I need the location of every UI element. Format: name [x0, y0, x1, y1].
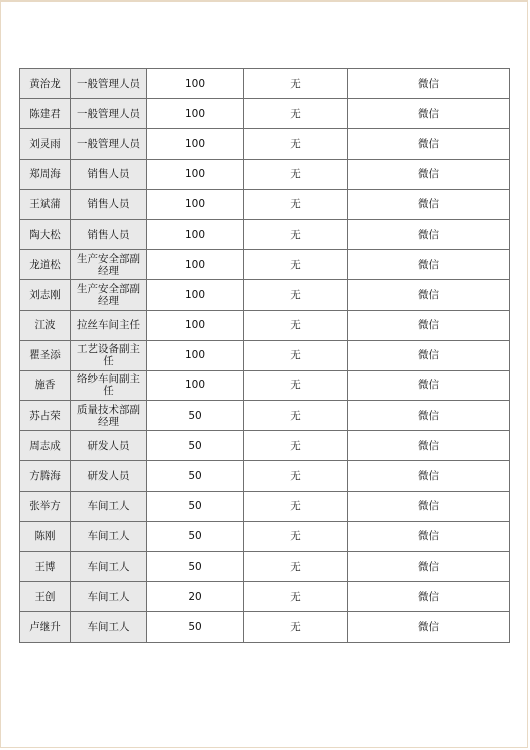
- name-cell: 瞿圣添: [20, 340, 71, 370]
- option-cell: 无: [244, 99, 348, 129]
- role-cell: 质量技术部副经理: [71, 401, 147, 431]
- role-cell: 络纱车间副主任: [71, 370, 147, 400]
- data-table: [19, 68, 510, 643]
- table-row: [20, 370, 510, 400]
- table-row: [20, 401, 510, 431]
- amount-cell: 100: [147, 189, 244, 219]
- name-cell: 刘志刚: [20, 280, 71, 310]
- role-cell: 车间工人: [71, 552, 147, 582]
- payment-cell: 微信: [348, 370, 510, 400]
- option-cell: 无: [244, 521, 348, 551]
- table-body: [20, 69, 510, 643]
- name-cell: 王斌蒲: [20, 189, 71, 219]
- payment-cell: 微信: [348, 521, 510, 551]
- table-row: [20, 219, 510, 249]
- table-row: [20, 521, 510, 551]
- option-cell: 无: [244, 370, 348, 400]
- name-cell: 刘灵雨: [20, 129, 71, 159]
- role-cell: 生产安全部副经理: [71, 250, 147, 280]
- table-row: [20, 129, 510, 159]
- table-row: [20, 310, 510, 340]
- role-cell: 销售人员: [71, 189, 147, 219]
- amount-cell: 50: [147, 401, 244, 431]
- payment-cell: 微信: [348, 250, 510, 280]
- table-row: [20, 99, 510, 129]
- amount-cell: 100: [147, 219, 244, 249]
- payment-cell: 微信: [348, 280, 510, 310]
- payment-cell: 微信: [348, 431, 510, 461]
- table-row: [20, 69, 510, 99]
- option-cell: 无: [244, 461, 348, 491]
- amount-cell: 100: [147, 370, 244, 400]
- role-cell: 工艺设备副主任: [71, 340, 147, 370]
- table-row: [20, 461, 510, 491]
- name-cell: 陈建君: [20, 99, 71, 129]
- role-cell: 研发人员: [71, 431, 147, 461]
- payment-cell: 微信: [348, 129, 510, 159]
- table-row: [20, 612, 510, 642]
- name-cell: 王博: [20, 552, 71, 582]
- option-cell: 无: [244, 129, 348, 159]
- name-cell: 黄治龙: [20, 69, 71, 99]
- name-cell: 龙道松: [20, 250, 71, 280]
- table-row: [20, 491, 510, 521]
- option-cell: 无: [244, 582, 348, 612]
- name-cell: 方腾海: [20, 461, 71, 491]
- option-cell: 无: [244, 431, 348, 461]
- payment-cell: 微信: [348, 99, 510, 129]
- option-cell: 无: [244, 189, 348, 219]
- option-cell: 无: [244, 552, 348, 582]
- payment-cell: 微信: [348, 340, 510, 370]
- amount-cell: 100: [147, 129, 244, 159]
- amount-cell: 50: [147, 431, 244, 461]
- role-cell: 车间工人: [71, 491, 147, 521]
- amount-cell: 100: [147, 69, 244, 99]
- amount-cell: 50: [147, 521, 244, 551]
- payment-cell: 微信: [348, 189, 510, 219]
- role-cell: 拉丝车间主任: [71, 310, 147, 340]
- payment-cell: 微信: [348, 219, 510, 249]
- role-cell: 一般管理人员: [71, 129, 147, 159]
- name-cell: 陶大松: [20, 219, 71, 249]
- role-cell: 生产安全部副经理: [71, 280, 147, 310]
- amount-cell: 100: [147, 99, 244, 129]
- role-cell: 车间工人: [71, 582, 147, 612]
- table-row: [20, 159, 510, 189]
- role-cell: 一般管理人员: [71, 99, 147, 129]
- amount-cell: 100: [147, 250, 244, 280]
- payment-cell: 微信: [348, 552, 510, 582]
- name-cell: 张举方: [20, 491, 71, 521]
- role-cell: 一般管理人员: [71, 69, 147, 99]
- table-row: [20, 280, 510, 310]
- name-cell: 陈刚: [20, 521, 71, 551]
- payment-cell: 微信: [348, 69, 510, 99]
- option-cell: 无: [244, 250, 348, 280]
- name-cell: 卢继升: [20, 612, 71, 642]
- amount-cell: 20: [147, 582, 244, 612]
- table-row: [20, 340, 510, 370]
- amount-cell: 50: [147, 461, 244, 491]
- table-row: [20, 552, 510, 582]
- role-cell: 车间工人: [71, 612, 147, 642]
- payment-cell: 微信: [348, 310, 510, 340]
- option-cell: 无: [244, 280, 348, 310]
- name-cell: 王创: [20, 582, 71, 612]
- option-cell: 无: [244, 401, 348, 431]
- amount-cell: 50: [147, 491, 244, 521]
- name-cell: 江波: [20, 310, 71, 340]
- role-cell: 研发人员: [71, 461, 147, 491]
- payment-cell: 微信: [348, 491, 510, 521]
- table-row: [20, 189, 510, 219]
- amount-cell: 100: [147, 280, 244, 310]
- role-cell: 销售人员: [71, 219, 147, 249]
- payment-cell: 微信: [348, 612, 510, 642]
- name-cell: 周志成: [20, 431, 71, 461]
- payment-cell: 微信: [348, 582, 510, 612]
- amount-cell: 100: [147, 310, 244, 340]
- amount-cell: 100: [147, 159, 244, 189]
- option-cell: 无: [244, 219, 348, 249]
- amount-cell: 50: [147, 552, 244, 582]
- option-cell: 无: [244, 340, 348, 370]
- option-cell: 无: [244, 491, 348, 521]
- role-cell: 销售人员: [71, 159, 147, 189]
- payment-cell: 微信: [348, 401, 510, 431]
- amount-cell: 50: [147, 612, 244, 642]
- table-row: [20, 250, 510, 280]
- role-cell: 车间工人: [71, 521, 147, 551]
- name-cell: 苏占荣: [20, 401, 71, 431]
- payment-cell: 微信: [348, 461, 510, 491]
- option-cell: 无: [244, 310, 348, 340]
- payment-cell: 微信: [348, 159, 510, 189]
- option-cell: 无: [244, 159, 348, 189]
- option-cell: 无: [244, 612, 348, 642]
- amount-cell: 100: [147, 340, 244, 370]
- option-cell: 无: [244, 69, 348, 99]
- table-row: [20, 582, 510, 612]
- name-cell: 施香: [20, 370, 71, 400]
- name-cell: 郑周海: [20, 159, 71, 189]
- table-row: [20, 431, 510, 461]
